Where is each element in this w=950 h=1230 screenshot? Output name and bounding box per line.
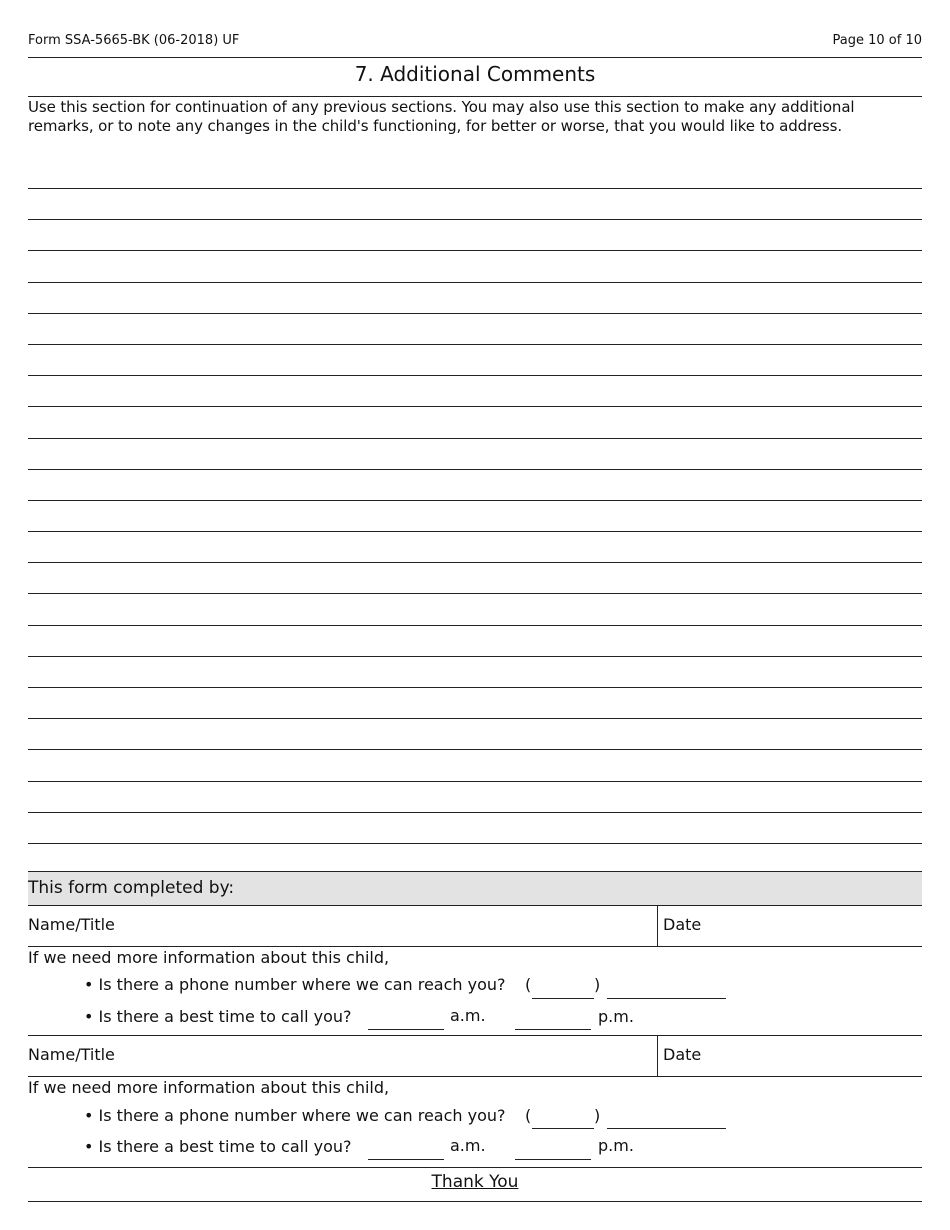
header-rule <box>28 57 922 58</box>
name-date-divider <box>657 905 658 946</box>
form-id: Form SSA-5665-BK (06-2018) UF <box>28 33 240 48</box>
phone-number-input[interactable] <box>607 998 726 999</box>
pm-time-input[interactable] <box>515 1029 591 1030</box>
area-code-close: ) <box>594 1106 601 1125</box>
thank-you-text: Thank You <box>431 1172 519 1192</box>
comment-line[interactable] <box>28 188 922 189</box>
comment-line[interactable] <box>28 687 922 688</box>
area-code-input[interactable] <box>532 998 594 999</box>
name-date-divider <box>657 1035 658 1076</box>
comment-line[interactable] <box>28 625 922 626</box>
pm-label: p.m. <box>598 1136 634 1155</box>
area-code-close: ) <box>594 975 601 994</box>
section-title: 7. Additional Comments <box>354 62 596 86</box>
completed-by-label: This form completed by: <box>28 878 235 898</box>
comment-line[interactable] <box>28 250 922 251</box>
am-label: a.m. <box>450 1136 486 1155</box>
comment-line[interactable] <box>28 843 922 844</box>
contact-intro: If we need more information about this child, <box>28 948 390 967</box>
footer-bottom-rule <box>28 1201 922 1202</box>
pm-time-input[interactable] <box>515 1159 591 1160</box>
comment-line[interactable] <box>28 562 922 563</box>
comment-line[interactable] <box>28 500 922 501</box>
am-time-input[interactable] <box>368 1159 444 1160</box>
block-divider-rule <box>28 1035 922 1036</box>
phone-number-input[interactable] <box>607 1128 726 1129</box>
date-field[interactable]: Date <box>663 915 702 934</box>
area-code-open: ( <box>525 975 532 994</box>
phone-question: • Is there a phone number where we can reach you? <box>84 1106 506 1125</box>
comment-line[interactable] <box>28 219 922 220</box>
comment-line[interactable] <box>28 406 922 407</box>
phone-question: • Is there a phone number where we can reach you? <box>84 975 506 994</box>
comment-line[interactable] <box>28 812 922 813</box>
name-title-field[interactable]: Name/Title <box>28 1045 115 1064</box>
comment-line[interactable] <box>28 344 922 345</box>
contact-intro: If we need more information about this child, <box>28 1078 390 1097</box>
section-intro: Use this section for continuation of any previous sections. You may also use this section to make any additional remarks, or to note any changes in the child's functioning, for better or worse, that you would like to address. <box>28 98 855 135</box>
time-question: • Is there a best time to call you? <box>84 1137 352 1156</box>
comment-line[interactable] <box>28 438 922 439</box>
time-question: • Is there a best time to call you? <box>84 1007 352 1026</box>
am-time-input[interactable] <box>368 1029 444 1030</box>
comment-line[interactable] <box>28 718 922 719</box>
am-label: a.m. <box>450 1006 486 1025</box>
band-bottom-rule <box>28 905 922 906</box>
area-code-open: ( <box>525 1106 532 1125</box>
comment-line[interactable] <box>28 593 922 594</box>
title-rule <box>28 96 922 97</box>
comment-line[interactable] <box>28 282 922 283</box>
comment-line[interactable] <box>28 531 922 532</box>
comment-line[interactable] <box>28 313 922 314</box>
footer-top-rule <box>28 1167 922 1168</box>
name-title-field[interactable]: Name/Title <box>28 915 115 934</box>
pm-label: p.m. <box>598 1007 634 1026</box>
area-code-input[interactable] <box>532 1128 594 1129</box>
name-row-rule <box>28 1076 922 1077</box>
comment-line[interactable] <box>28 656 922 657</box>
comment-line[interactable] <box>28 749 922 750</box>
name-row-rule <box>28 946 922 947</box>
thank-you <box>0 1172 950 1192</box>
date-field[interactable]: Date <box>663 1045 702 1064</box>
comment-line[interactable] <box>28 781 922 782</box>
comment-line[interactable] <box>28 469 922 470</box>
page-number: Page 10 of 10 <box>832 33 922 48</box>
comment-line[interactable] <box>28 375 922 376</box>
completed-by-heading <box>28 871 922 906</box>
